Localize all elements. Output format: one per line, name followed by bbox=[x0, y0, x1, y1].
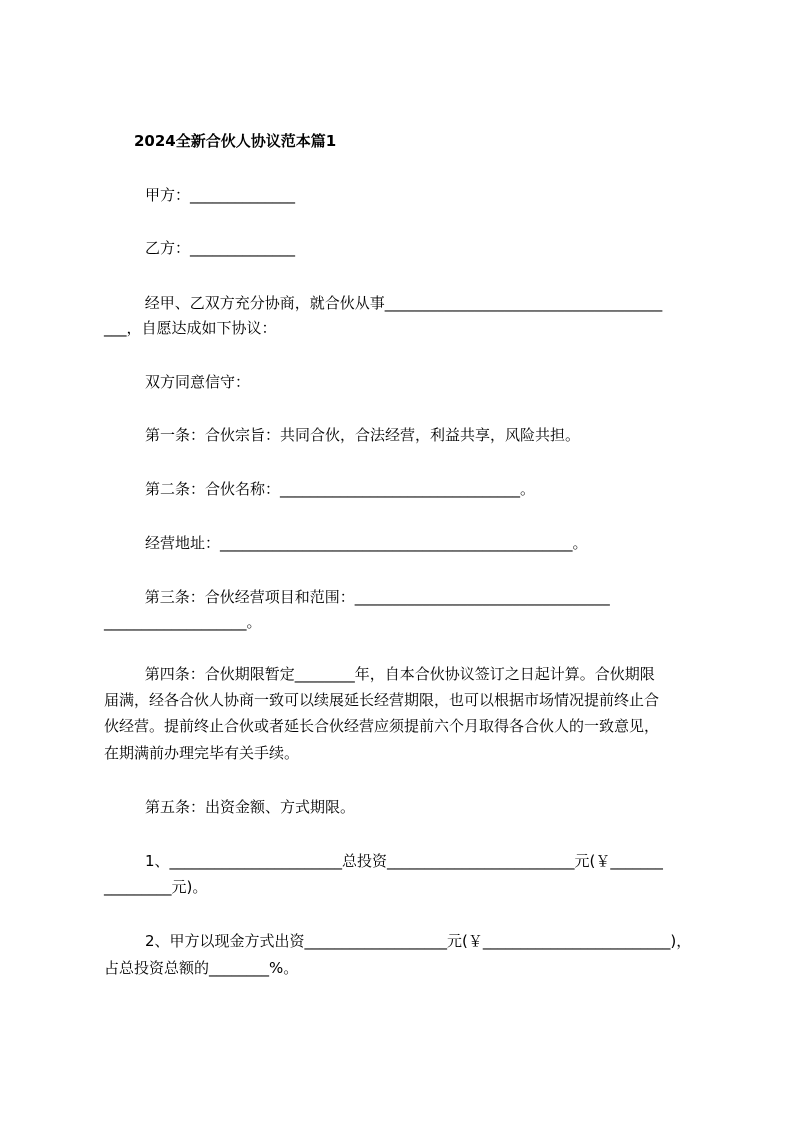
document-title: 2024全新合伙人协议范本篇1 bbox=[134, 132, 337, 150]
article-4-line1: 第四条：合伙期限暂定________年，自本合伙协议签订之日起计算。合伙期限 bbox=[140, 665, 655, 683]
intro-paragraph-line1: 经甲、乙双方充分协商，就合伙从事_____________________________________ bbox=[140, 294, 663, 312]
article-3-line2: ___________________。 bbox=[104, 613, 262, 631]
item-1-line1: 1、_______________________总投资_________________________元(￥_______ bbox=[145, 852, 663, 870]
party-b-line: 乙方：______________ bbox=[145, 239, 296, 257]
article-3-line1: 第三条：合伙经营项目和范围：__________________________________ bbox=[140, 588, 610, 606]
article-2: 第二条：合伙名称：________________________________。 bbox=[145, 480, 536, 498]
article-5: 第五条：出资金额、方式期限。 bbox=[145, 798, 356, 816]
item-1-line2: _________元)。 bbox=[104, 878, 208, 896]
party-a-line: 甲方：______________ bbox=[145, 186, 296, 204]
intro-paragraph-line2: ___，自愿达成如下协议： bbox=[104, 319, 277, 337]
article-4-line3: 伙经营。提前终止合伙或者延长合伙经营应须提前六个月取得各合伙人的一致意见， bbox=[104, 717, 660, 735]
item-2-line1: 2、甲方以现金方式出资___________________元(￥_________________________)， bbox=[145, 932, 692, 950]
article-4-line2: 届满，经各合伙人协商一致可以续展延长经营期限，也可以根据市场情况提前终止合 bbox=[104, 691, 660, 709]
business-address: 经营地址：_______________________________________________。 bbox=[145, 534, 588, 552]
article-4-line4: 在期满前办理完毕有关手续。 bbox=[104, 744, 300, 762]
article-1: 第一条：合伙宗旨：共同合伙，合法经营，利益共享，风险共担。 bbox=[145, 426, 581, 444]
agreement-statement: 双方同意信守： bbox=[145, 373, 251, 391]
item-2-line2: 占总投资总额的________%。 bbox=[104, 959, 299, 977]
